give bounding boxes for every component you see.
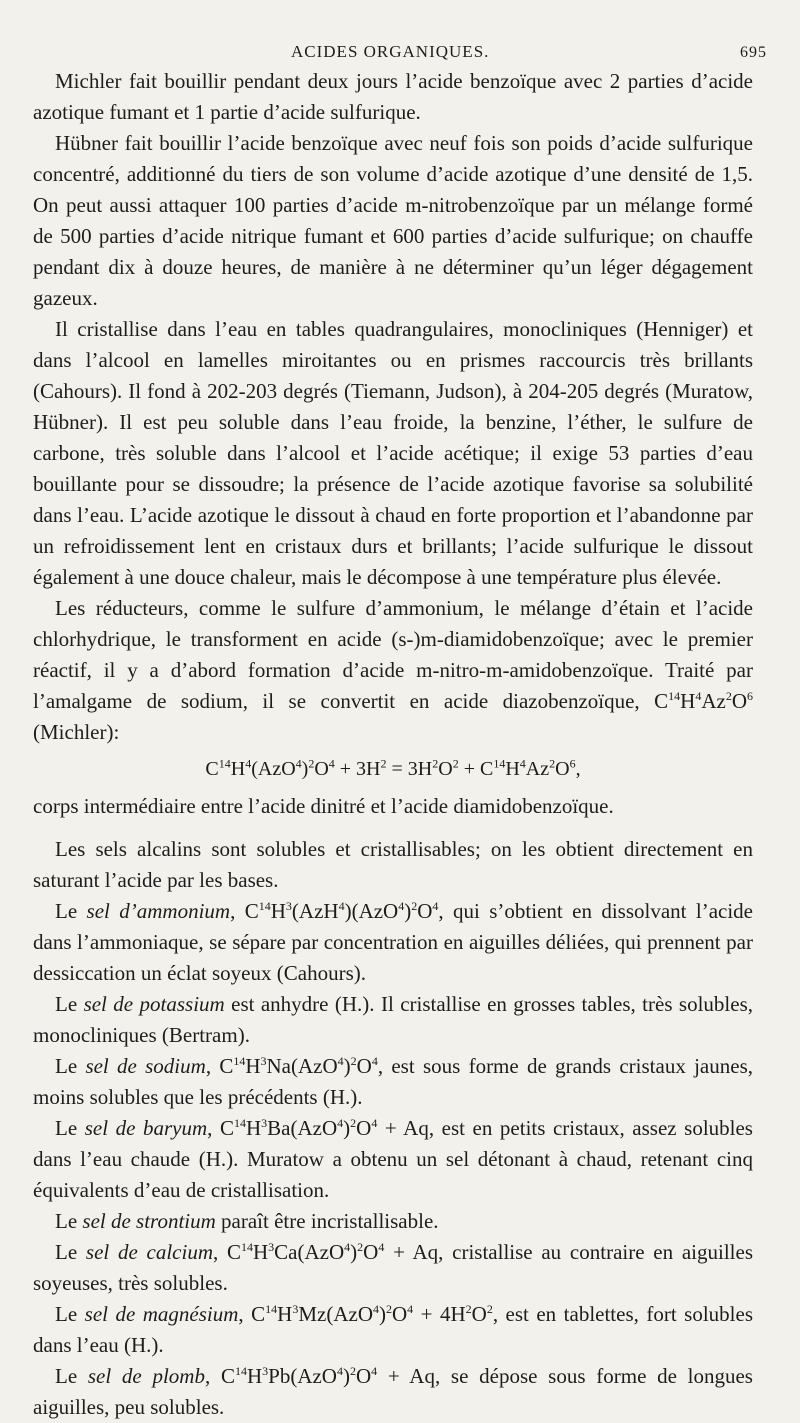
- page-header: [33, 38, 767, 66]
- page-number: 695: [740, 44, 767, 61]
- paragraph: Les réducteurs, comme le sulfure d’ammonium, le mélange d’étain et l’acide chlorhydrique, le transforment en acide (s-)m-diamidobenzoïque; avec le premier réactif, il y a d’abord formation d’acide m-nitro-m-amidobenzoïque. Traité par l’amalgame de sodium, il se convertit en acide diazobenzoïque, $C^{14}H^4Az^2O^6$ (Michler):: [33, 596, 753, 744]
- running-title: ACIDES ORGANIQUES.: [291, 42, 490, 61]
- salt-calcium: Le sel de calcium, $C^{14}H^3Ca(AzO^4)^2O^4 + Aq$, cristallise au contraire en aiguilles soyeuses, très solubles.: [33, 1240, 753, 1295]
- salt-sodium: Le sel de sodium, $C^{14}H^3Na(AzO^4)^2O^4$, est sous forme de grands cristaux jaunes, moins solubles que les précédents (H.).: [33, 1054, 753, 1109]
- salt-potassium: Le sel de potassium est anhydre (H.). Il cristallise en grosses tables, très solubles, monocliniques (Bertram).: [33, 992, 753, 1047]
- chemical-equation: $C^{14}H^4(AzO^4)^2O^4 + 3H^2 = 3H^2O^2 + C^{14}H^4Az^2O^6$,: [205, 756, 581, 780]
- salt-ammonium: Le sel d’ammonium, $C^{14}H^3(AzH^4)(AzO^4)^2O^4$, qui s’obtient en dissolvant l’acide dans l’ammoniaque, se sépare par concentration en aiguilles déliées, qui prennent par dessiccation un éclat soyeux (Cahours).: [33, 899, 754, 985]
- document-page: [33, 38, 767, 1423]
- paragraph: Il cristallise dans l’eau en tables quadrangulaires, monocliniques (Henniger) et dans l’alcool en lamelles miroitantes ou en prismes raccourcis très brillants (Cahours). Il fond à 202-203 degrés (Tiemann, Judson), à 204-205 degrés (Muratow, Hübner). Il est peu soluble dans l’eau froide, la benzine, l’éther, le sulfure de carbone, très soluble dans l’alcool et l’acide acétique; il exige 53 parties d’eau bouillante pour se dissoudre; la présence de l’acide azotique favorise sa solubilité dans l’eau. L’acide azotique le dissout à chaud en forte proportion et l’abandonne par un refroidissement lent en cristaux durs et brillants; l’acide sulfurique le dissout également à une douce chaleur, mais le décompose à une température plus élevée.: [33, 317, 753, 589]
- paragraph: Michler fait bouillir pendant deux jours l’acide benzoïque avec 2 parties d’acide azotique fumant et 1 partie d’acide sulfurique.: [33, 69, 753, 124]
- paragraph: Les sels alcalins sont solubles et cristallisables; on les obtient directement en saturant l’acide par les bases.: [33, 837, 753, 892]
- salt-baryum: Le sel de baryum, $C^{14}H^3Ba(AzO^4)^2O^4 + Aq$, est en petits cristaux, assez solubles dans l’eau chaude (H.). Muratow a obtenu un sel détonant à chaud, retenant cinq équivalents d’eau de cristallisation.: [33, 1116, 753, 1202]
- paragraph: Hübner fait bouillir l’acide benzoïque avec neuf fois son poids d’acide sulfurique concentré, additionné du tiers de son volume d’acide azotique d’une densité de 1,5. On peut aussi attaquer 100 parties d’acide m-nitrobenzoïque par un mélange formé de 500 parties d’acide nitrique fumant et 600 parties d’acide sulfurique; on chauffe pendant dix à douze heures, de manière à ne déterminer qu’un léger dégagement gazeux.: [33, 131, 753, 310]
- paragraph: corps intermédiaire entre l’acide dinitré et l’acide diamidobenzoïque.: [33, 794, 614, 818]
- salt-magnesium: Le sel de magnésium, $C^{14}H^3Mz(AzO^4)^2O^4 + 4H^2O^2$, est en tablettes, fort solubles dans l’eau (H.).: [33, 1302, 754, 1357]
- salt-plomb: Le sel de plomb, $C^{14}H^3Pb(AzO^4)^2O^4 + Aq$, se dépose sous forme de longues aiguilles, peu solubles.: [33, 1364, 753, 1419]
- salt-strontium: Le sel de strontium paraît être incristallisable.: [55, 1209, 439, 1233]
